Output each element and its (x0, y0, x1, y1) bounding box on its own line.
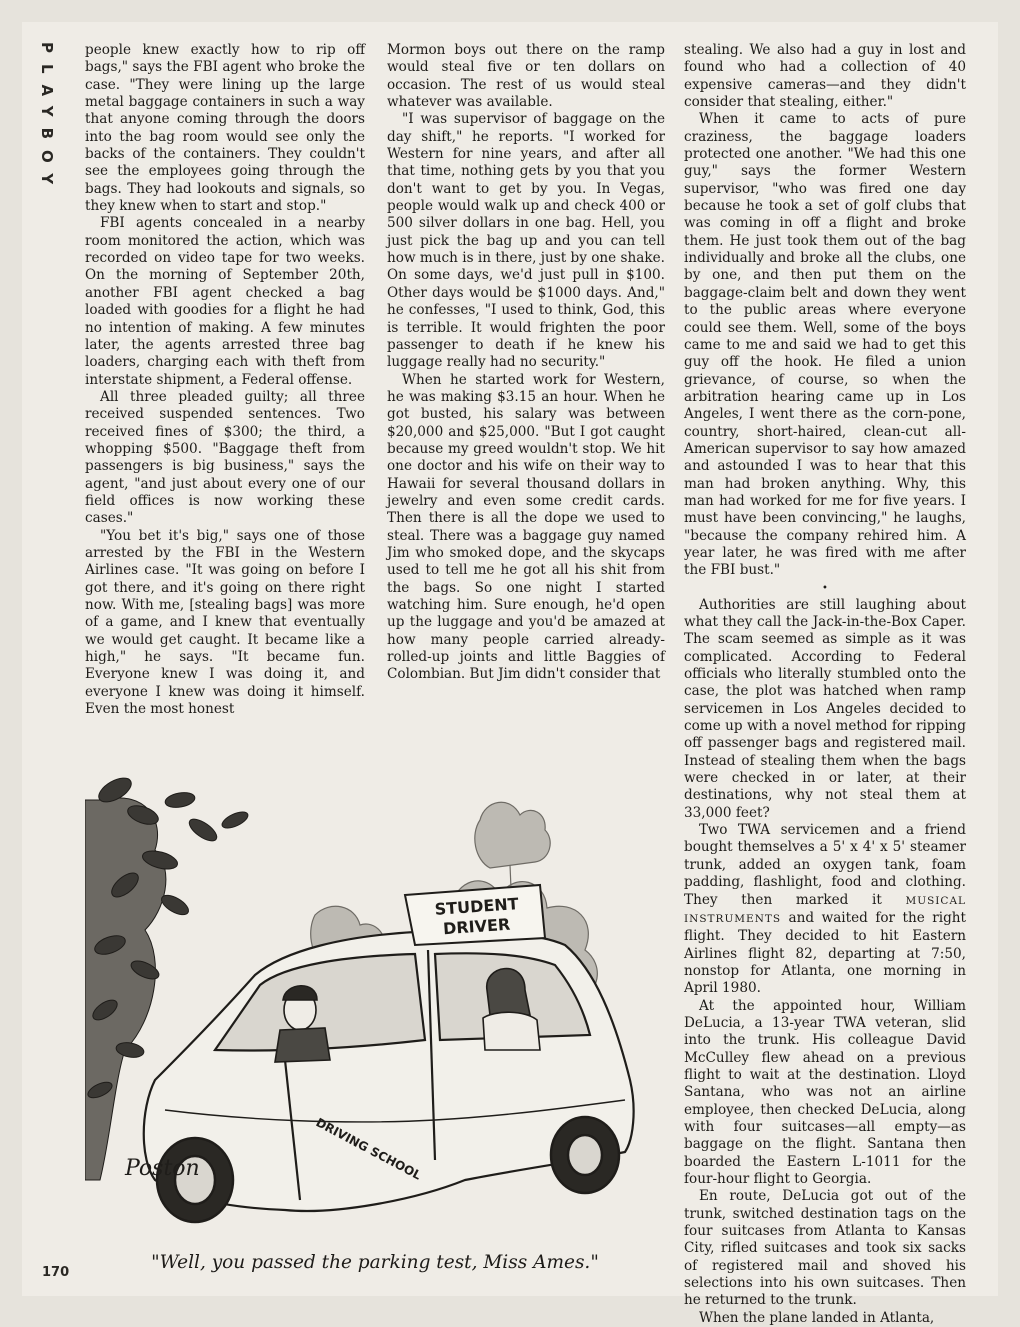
trunk-label-text: MUSICAL INSTRUMENTS (684, 894, 966, 925)
paragraph: stealing. We also had a guy in lost and found who had a collection of 40 expensive cameras—and they didn't consider that stealing, either." (684, 42, 966, 111)
article-column-1 (85, 42, 365, 718)
magazine-label: PLAYBOY (38, 42, 56, 196)
paragraph: Mormon boys out there on the ramp would steal five or ten dollars on occasion. The rest of us would steal whatever was available. (387, 42, 665, 111)
paragraph-text: Two TWA servicemen and a friend bought themselves a 5' x 4' x 5' steamer trunk, added an oxygen tank, foam padding, flashlight, food and clothing. They then marked it (684, 822, 966, 908)
paragraph: At the appointed hour, William DeLucia, a 13-year TWA veteran, slid into the trunk. His colleague David McCulley flew ahead on a previous flight to wait at the destination. Lloyd Santana, who was not an airline employee, then checked DeLucia, along with four suitcases—all empty—as baggage on the flight. Santana then boarded the Eastern L-1011 for the four-hour flight to Georgia. (684, 997, 966, 1187)
section-bullet: • (822, 582, 828, 594)
artist-signature: Poston (125, 1156, 200, 1181)
paragraph (684, 822, 966, 997)
door-lettering: DRIVING SCHOOL (313, 1115, 424, 1183)
paragraph: When he started work for Western, he was making $3.15 an hour. When he got busted, his salary was between $20,000 and $25,000. "But I got caught because my greed wouldn't stop. We hit one doctor and his wife on their way to Hawaii for several thousand dollars in jewelry and even some credit cards. Then there is all the dope we used to steal. There was a baggage guy named Jim who smoked dope, and the skycaps used to tell me he got all his shit from the bags. So one night I started watching him. Sure enough, he'd open up the luggage and you'd be amazed at how many people carried already-rolled-up joints and little Baggies of Colombian. But Jim didn't consider that (387, 371, 665, 683)
article-column-2 (387, 42, 665, 684)
paragraph: Authorities are still laughing about what they call the Jack-in-the-Box Caper. The scam seemed as simple as it was complicated. According to Federal officials who literally stumbled onto the case, the plot was hatched when ramp servicemen in Los Angeles decided to come up with a novel method for ripping off passenger bags and registered mail. Instead of stealing them when the bags were checked in or later, at their destinations, why not steal them at 33,000 feet? (684, 596, 966, 821)
paragraph: FBI agents concealed in a nearby room monitored the action, which was recorded on video tape for two weeks. On the morning of September 20th, another FBI agent checked a bag loaded with goodies for a flight he had no intention of making. A few minutes later, the agents arrested three bag loaders, charging each with theft from interstate shipment, a Federal offense. (85, 215, 365, 388)
paragraph: When the plane landed in Atlanta, (699, 1309, 935, 1326)
cartoon-caption: "Well, you passed the parking test, Miss Ames." (151, 1252, 599, 1273)
page-number: 170 (42, 1265, 70, 1280)
student-driver-sign (405, 885, 545, 945)
paragraph: All three pleaded guilty; all three received suspended sentences. Two received fines of $300; the third, a whopping $500. "Baggage theft from passengers is big business," says the agent, "and just about every one of our field offices is now working these cases." (85, 388, 365, 527)
sign-line-2: DRIVER (442, 914, 511, 939)
paragraph: people knew exactly how to rip off bags," says the FBI agent who broke the case. "They were lining up the large metal baggage containers in such a way that anyone coming through the doors into the bag room would see only the backs of the containers. They couldn't see the employees going through the bags. They had lookouts and signals, so they knew when to start and stop." (85, 42, 365, 215)
paragraph: "You bet it's big," says one of those arrested by the FBI in the Western Airlines case. "It was going on before I got there, and it's going on there right now. With me, [stealing bags] was more of a game, and I knew that eventually we would get caught. It became like a high," he says. "It became fun. Everyone knew I was doing it, and everyone I knew was doing it himself. Even the most honest (85, 527, 365, 718)
article-column-3 (684, 42, 966, 1327)
sign-line-1: STUDENT (434, 894, 520, 919)
paragraph: When it came to acts of pure craziness, the baggage loaders protected one another. "We had this one guy," says the former Western supervisor, "who was fired one day because he took a set of golf clubs that was coming in off a flight and broke them. He just took them out of the bag individually and broke all the clubs, one by one, and then put them on the baggage-claim belt and down they went to the public areas where everyone could see them. Well, some of the boys came to me and said we had to get this guy off the hook. He filed a union grievance, of course, so when the arbitration hearing came up in Los Angeles, I went there as the corn-pone, country, short-haired, clean-cut all-American supervisor to say how amazed and astounded I was to hear that this man had broken anything. Why, this man had worked for me for five years. I must have been convincing," he laughs, "because the company rehired him. A year later, he was fired with me after the FBI bust." (684, 111, 966, 579)
paragraph: "I was supervisor of baggage on the day shift," he reports. "I worked for Western for nine years, and after all that time, nothing gets by you that you don't want to get by you. In Vegas, people would walk up and check 400 or 500 silver dollars in one bag. Hell, you just pick the bag up and you can tell how much is in there, just by one shake. On some days, we'd just pull in $100. Other days would be $1000 days. And," he confesses, "I used to think, God, this is terrible. It would frighten the poor passenger to death if he knew his luggage really had no security." (387, 111, 665, 371)
paragraph: En route, DeLucia got out of the trunk, switched destination tags on the four suitcases from Atlanta to Kansas City, rifled suitcases and took six sacks of registered mail and shoved his selections into his own suitcases. Then he returned to the trunk. (684, 1188, 966, 1309)
cartoon-illustration (85, 760, 665, 1250)
paragraph-text: and waited for the right flight. They decided to hit Eastern Airlines flight 82, departing at 7:50, nonstop for Atlanta, one morning in April 1980. (684, 909, 966, 997)
side-logo (26, 42, 66, 212)
